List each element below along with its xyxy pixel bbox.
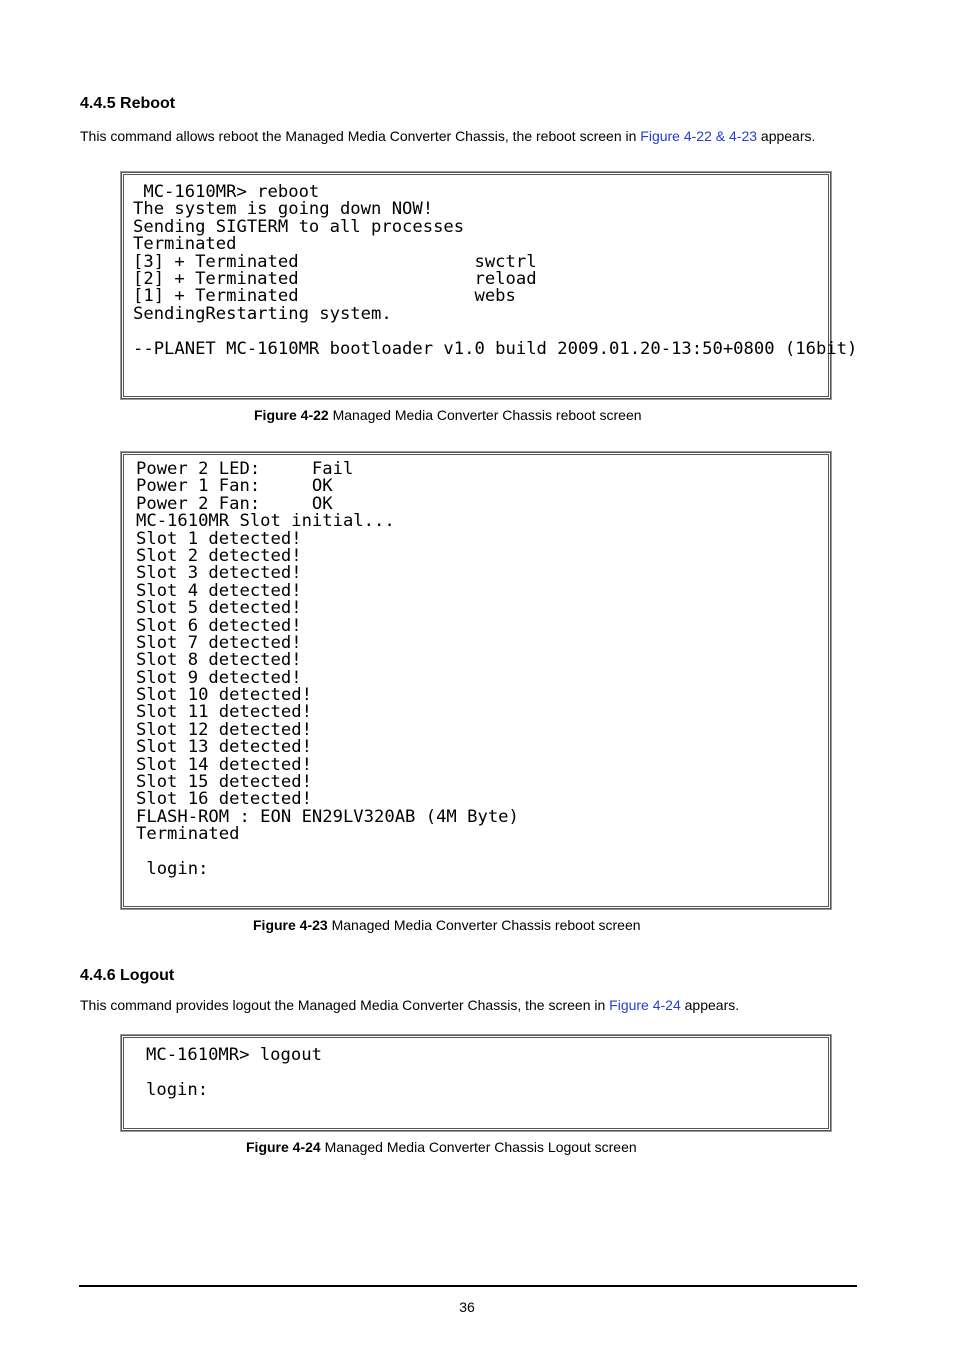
page-number: 36 bbox=[459, 1299, 475, 1315]
terminal-line bbox=[133, 323, 857, 340]
figure-caption-text: Managed Media Converter Chassis reboot screen bbox=[327, 917, 641, 933]
terminal-line: Slot 4 detected! bbox=[136, 580, 302, 601]
terminal-output bbox=[136, 461, 519, 878]
terminal-line: Slot 1 detected! bbox=[136, 528, 302, 549]
figure-caption-text: Managed Media Converter Chassis reboot screen bbox=[328, 407, 642, 423]
section-heading-reboot: 4.4.5 Reboot bbox=[80, 95, 176, 112]
terminal-line: [3] + Terminated swctrl bbox=[133, 251, 537, 272]
reboot-intro bbox=[80, 128, 815, 144]
figure-label: Figure 4-22 bbox=[254, 407, 329, 423]
logout-intro-tail: appears. bbox=[680, 997, 740, 1013]
terminal-line: Slot 3 detected! bbox=[136, 563, 302, 584]
terminal-line: Slot 7 detected! bbox=[136, 632, 302, 653]
terminal-line: Sending SIGTERM to all processes bbox=[133, 216, 465, 237]
section-heading-logout: 4.4.6 Logout bbox=[80, 967, 175, 984]
terminal-line: FLASH-ROM : EON EN29LV320AB (4M Byte) bbox=[136, 806, 519, 827]
footer-rule bbox=[79, 1285, 857, 1287]
logout-terminal-screen bbox=[121, 1035, 831, 1131]
reboot-intro-tail: appears. bbox=[757, 128, 816, 144]
terminal-line: Slot 13 detected! bbox=[136, 737, 312, 758]
reboot-intro-text: This command allows reboot the Managed Media Converter Chassis, the reboot screen in bbox=[80, 128, 641, 144]
terminal-line: login: bbox=[136, 858, 209, 879]
terminal-line: Slot 10 detected! bbox=[136, 685, 312, 706]
terminal-line: Slot 14 detected! bbox=[136, 754, 312, 775]
terminal-line: Power 2 LED: Fail bbox=[136, 459, 354, 479]
terminal-line: Power 1 Fan: OK bbox=[136, 476, 333, 497]
terminal-output bbox=[133, 184, 857, 358]
terminal-line: Slot 9 detected! bbox=[136, 667, 302, 688]
terminal-line: Slot 2 detected! bbox=[136, 545, 302, 566]
terminal-line: Slot 11 detected! bbox=[136, 702, 312, 723]
terminal-line: MC-1610MR> reboot bbox=[133, 182, 320, 202]
figure-label: Figure 4-23 bbox=[253, 917, 328, 933]
terminal-line: Terminated bbox=[136, 824, 240, 845]
terminal-line: [1] + Terminated webs bbox=[133, 286, 516, 307]
figure-4-22-23-link[interactable]: Figure 4-22 & 4-23 bbox=[640, 128, 758, 144]
terminal-line: MC-1610MR Slot initial... bbox=[136, 511, 395, 532]
terminal-line: Power 2 Fan: OK bbox=[136, 493, 333, 514]
terminal-line: --PLANET MC-1610MR bootloader v1.0 build 2009.01.20-13:50+0800 (16bit) bbox=[133, 338, 858, 359]
logout-intro-text: This command provides logout the Managed Media Converter Chassis, the screen in bbox=[80, 997, 610, 1013]
figure-caption-text: Managed Media Converter Chassis Logout screen bbox=[320, 1139, 637, 1155]
terminal-line: MC-1610MR> logout bbox=[146, 1045, 322, 1065]
terminal-line: Slot 5 detected! bbox=[136, 598, 302, 619]
figure-4-24-link[interactable]: Figure 4-24 bbox=[609, 997, 681, 1013]
logout-intro bbox=[80, 997, 739, 1013]
reboot-terminal-screen bbox=[121, 172, 858, 399]
figure-4-22-caption bbox=[254, 407, 642, 423]
terminal-line: Slot 8 detected! bbox=[136, 650, 302, 671]
terminal-line: Slot 6 detected! bbox=[136, 615, 302, 636]
terminal-line: Slot 15 detected! bbox=[136, 772, 312, 793]
figure-4-23-caption bbox=[253, 917, 641, 933]
figure-label: Figure 4-24 bbox=[246, 1139, 321, 1155]
terminal-line: The system is going down NOW! bbox=[133, 199, 434, 220]
boot-terminal-screen bbox=[121, 452, 831, 909]
terminal-line: Slot 16 detected! bbox=[136, 789, 312, 810]
terminal-line: SendingRestarting system. bbox=[133, 303, 392, 324]
terminal-line: Slot 12 detected! bbox=[136, 719, 312, 740]
terminal-line: login: bbox=[146, 1079, 209, 1100]
terminal-line: [2] + Terminated reload bbox=[133, 268, 537, 289]
terminal-line: Terminated bbox=[133, 234, 237, 255]
terminal-output bbox=[146, 1047, 322, 1099]
figure-4-24-caption bbox=[246, 1139, 637, 1155]
